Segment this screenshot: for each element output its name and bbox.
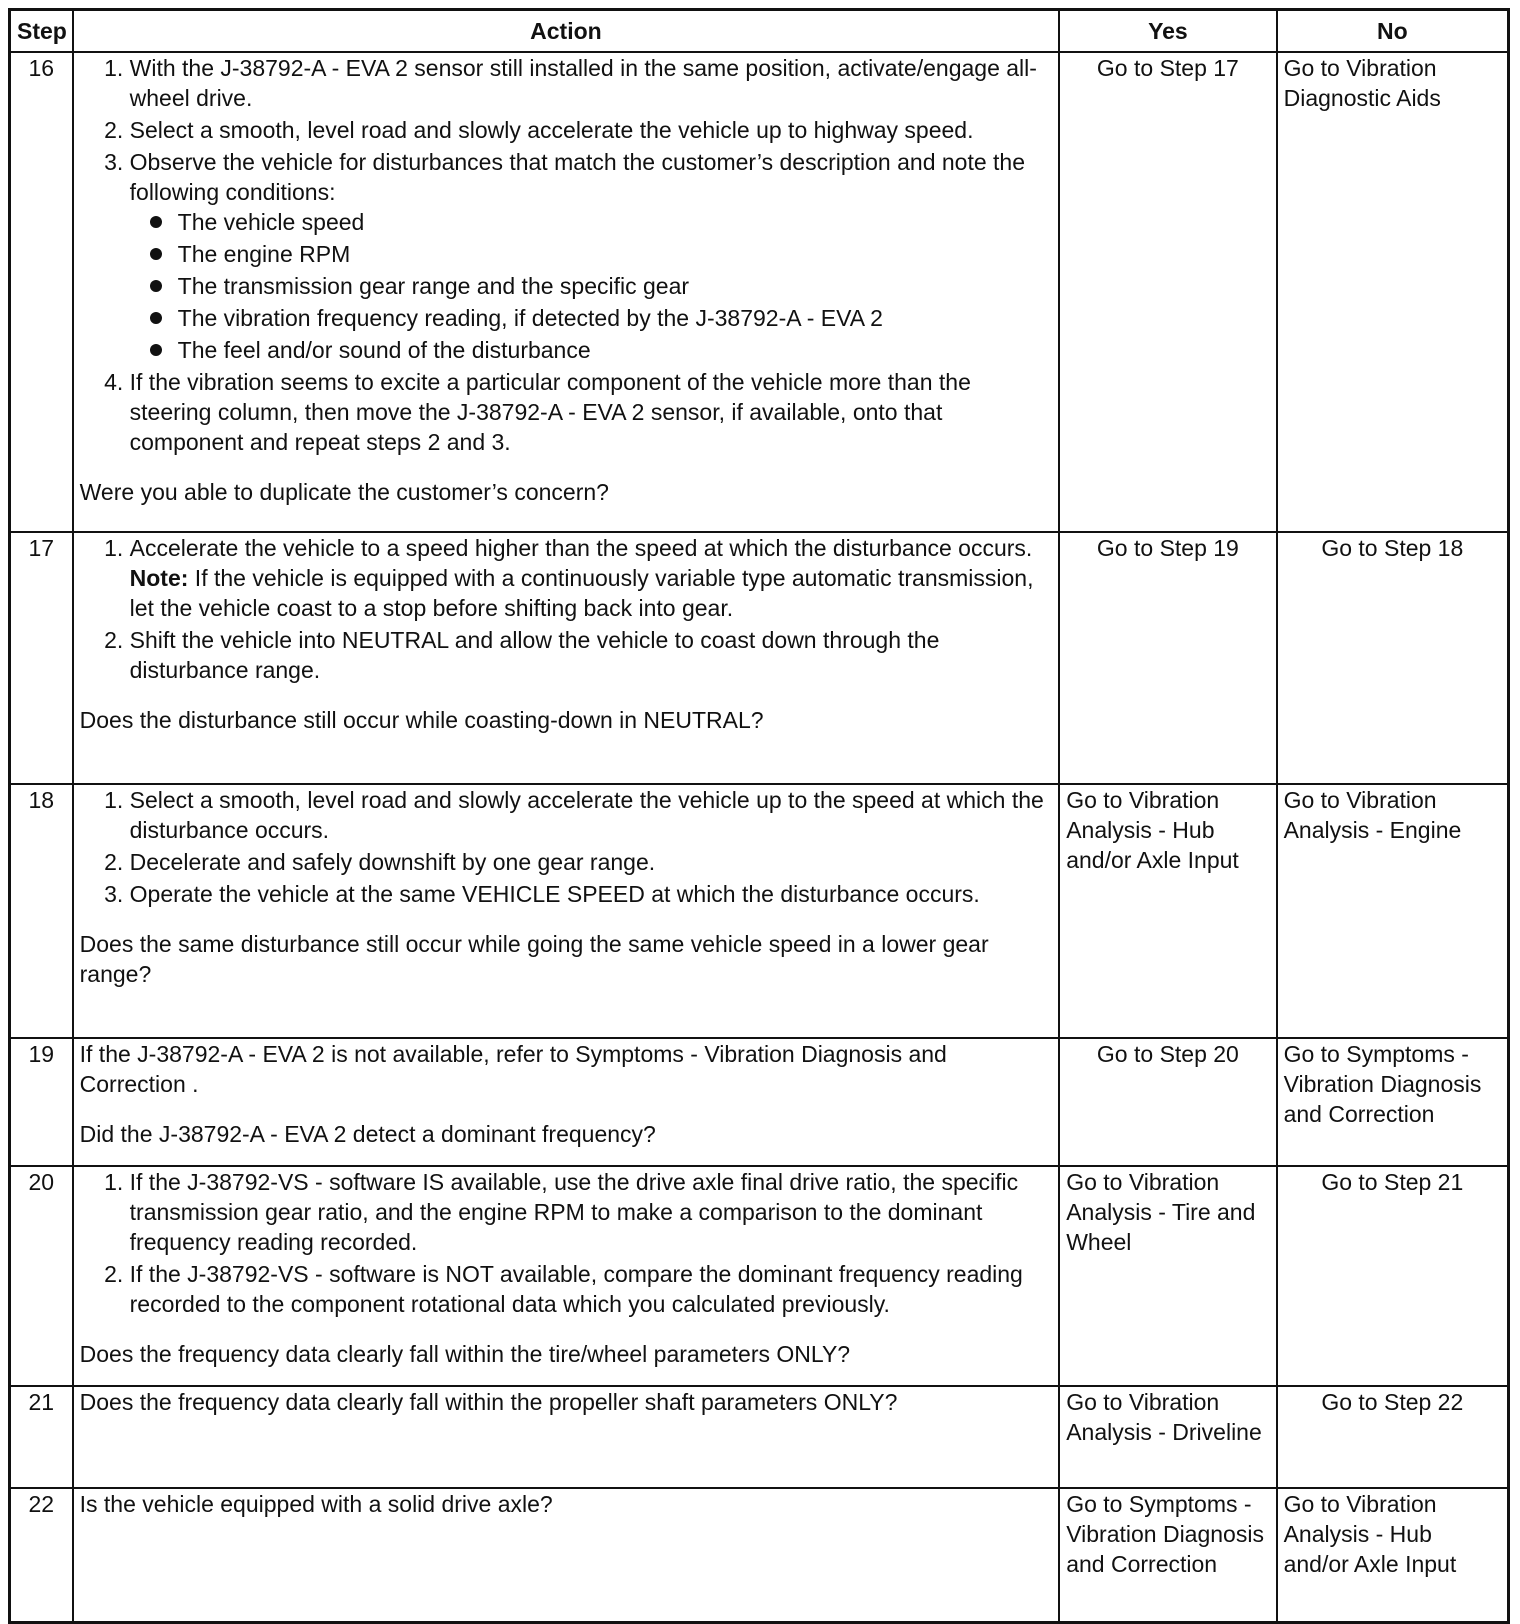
bullet-icon: [150, 312, 162, 324]
question-text: Does the frequency data clearly fall within the tire/wheel parameters ONLY?: [79, 1341, 851, 1367]
action-cell: [73, 1166, 1060, 1386]
bullet-icon: [150, 280, 162, 292]
table-row-step-19: [10, 1038, 1509, 1166]
action-cell: [73, 52, 1060, 532]
table-row-step-16: [10, 52, 1509, 532]
no-cell: Go to Vibration Diagnostic Aids: [1277, 52, 1509, 532]
action-text: If the J-38792-A - EVA 2 is not available, refer to Symptoms - Vibration Diagnosis and Correction .: [79, 1041, 947, 1097]
question-text: Were you able to duplicate the customer’s concern?: [79, 479, 609, 505]
yes-cell: Go to Vibration Analysis - Tire and Wheel: [1059, 1166, 1276, 1386]
note-text: If the vehicle is equipped with a continuously variable type automatic transmission, let the vehicle coast to a stop before shifting back into gear.: [129, 565, 1034, 621]
list-item-text: Accelerate the vehicle to a speed higher than the speed at which the disturbance occurs.: [129, 535, 1033, 561]
no-cell: Go to Step 21: [1277, 1166, 1509, 1386]
step-number: 16: [10, 52, 73, 532]
bullet-icon: [150, 344, 162, 356]
list-item: 2. If the J-38792-VS - software is NOT available, compare the dominant frequency reading recorded to the component rotational data which you calculated previously.: [130, 1259, 1053, 1319]
step-number: 17: [10, 532, 73, 784]
header-no: No: [1277, 10, 1509, 53]
bullet-item: [178, 303, 1053, 333]
no-cell: Go to Vibration Analysis - Hub and/or Axle Input: [1277, 1488, 1509, 1622]
bullet-item: [178, 335, 1053, 365]
list-item: [130, 147, 1053, 365]
bullet-text: The transmission gear range and the specific gear: [177, 273, 690, 299]
action-text: Does the frequency data clearly fall within the propeller shaft parameters ONLY?: [79, 1389, 898, 1415]
bullet-text: The feel and/or sound of the disturbance: [177, 337, 591, 363]
bullet-item: [178, 207, 1053, 237]
action-list: [80, 1167, 1053, 1319]
yes-cell: Go to Symptoms - Vibration Diagnosis and Correction: [1059, 1488, 1276, 1622]
header-row: [10, 10, 1509, 53]
yes-cell: Go to Vibration Analysis - Driveline: [1059, 1386, 1276, 1488]
no-cell: Go to Vibration Analysis - Engine: [1277, 784, 1509, 1038]
yes-cell: Go to Step 20: [1059, 1038, 1276, 1166]
list-item-text: Observe the vehicle for disturbances that match the customer’s description and note the following conditions:: [129, 149, 1026, 205]
bullet-item: [178, 239, 1053, 269]
action-cell: [73, 1386, 1060, 1488]
bullet-text: The vibration frequency reading, if detected by the J-38792-A - EVA 2: [177, 305, 883, 331]
note-label: Note:: [129, 565, 189, 591]
bullet-icon: [150, 248, 162, 260]
no-cell: Go to Step 22: [1277, 1386, 1509, 1488]
table-row-step-20: [10, 1166, 1509, 1386]
list-item: 4. If the vibration seems to excite a particular component of the vehicle more than the steering column, then move the J-38792-A - EVA 2 sensor, if available, onto that component and repeat steps 2 and 3.: [130, 367, 1053, 457]
list-item: [130, 533, 1053, 623]
list-item: 1. Select a smooth, level road and slowly accelerate the vehicle up to the speed at which the disturbance occurs.: [130, 785, 1053, 845]
action-cell: [73, 784, 1060, 1038]
diagnostic-table: [8, 8, 1510, 1624]
step-number: 22: [10, 1488, 73, 1622]
no-cell: Go to Step 18: [1277, 532, 1509, 784]
action-text: Is the vehicle equipped with a solid drive axle?: [79, 1491, 553, 1517]
table-row-step-18: [10, 784, 1509, 1038]
question-text: Did the J-38792-A - EVA 2 detect a dominant frequency?: [79, 1121, 656, 1147]
action-cell: [73, 532, 1060, 784]
list-item: 2. Decelerate and safely downshift by one gear range.: [130, 847, 1053, 877]
bullet-text: The engine RPM: [177, 241, 351, 267]
step-number: 21: [10, 1386, 73, 1488]
question-text: Does the disturbance still occur while coasting-down in NEUTRAL?: [79, 707, 764, 733]
bullet-item: [178, 271, 1053, 301]
table-row-step-21: [10, 1386, 1509, 1488]
bullet-text: The vehicle speed: [177, 209, 365, 235]
no-cell: Go to Symptoms - Vibration Diagnosis and Correction: [1277, 1038, 1509, 1166]
yes-cell: Go to Step 19: [1059, 532, 1276, 784]
action-cell: [73, 1488, 1060, 1622]
list-item: 2. Shift the vehicle into NEUTRAL and allow the vehicle to coast down through the disturbance range.: [130, 625, 1053, 685]
action-cell: [73, 1038, 1060, 1166]
condition-list: [130, 207, 1053, 365]
header-action: Action: [73, 10, 1060, 53]
list-item: 3. Operate the vehicle at the same VEHICLE SPEED at which the disturbance occurs.: [130, 879, 1053, 909]
table-row-step-17: [10, 532, 1509, 784]
question-text: Does the same disturbance still occur while going the same vehicle speed in a lower gear range?: [79, 931, 989, 987]
table-row-step-22: [10, 1488, 1509, 1622]
bullet-icon: [150, 216, 162, 228]
action-list: [80, 533, 1053, 685]
header-step: Step: [10, 10, 73, 53]
action-list: [80, 785, 1053, 909]
yes-cell: Go to Step 17: [1059, 52, 1276, 532]
action-list: [80, 53, 1053, 457]
step-number: 20: [10, 1166, 73, 1386]
list-item: 1. With the J-38792-A - EVA 2 sensor still installed in the same position, activate/engage all-wheel drive.: [130, 53, 1053, 113]
list-item: 1. If the J-38792-VS - software IS available, use the drive axle final drive ratio, the specific transmission gear ratio, and the engine RPM to make a comparison to the dominant frequency reading recorded.: [130, 1167, 1053, 1257]
yes-cell: Go to Vibration Analysis - Hub and/or Axle Input: [1059, 784, 1276, 1038]
step-number: 19: [10, 1038, 73, 1166]
step-number: 18: [10, 784, 73, 1038]
header-yes: Yes: [1059, 10, 1276, 53]
list-item: 2. Select a smooth, level road and slowly accelerate the vehicle up to highway speed.: [130, 115, 1053, 145]
